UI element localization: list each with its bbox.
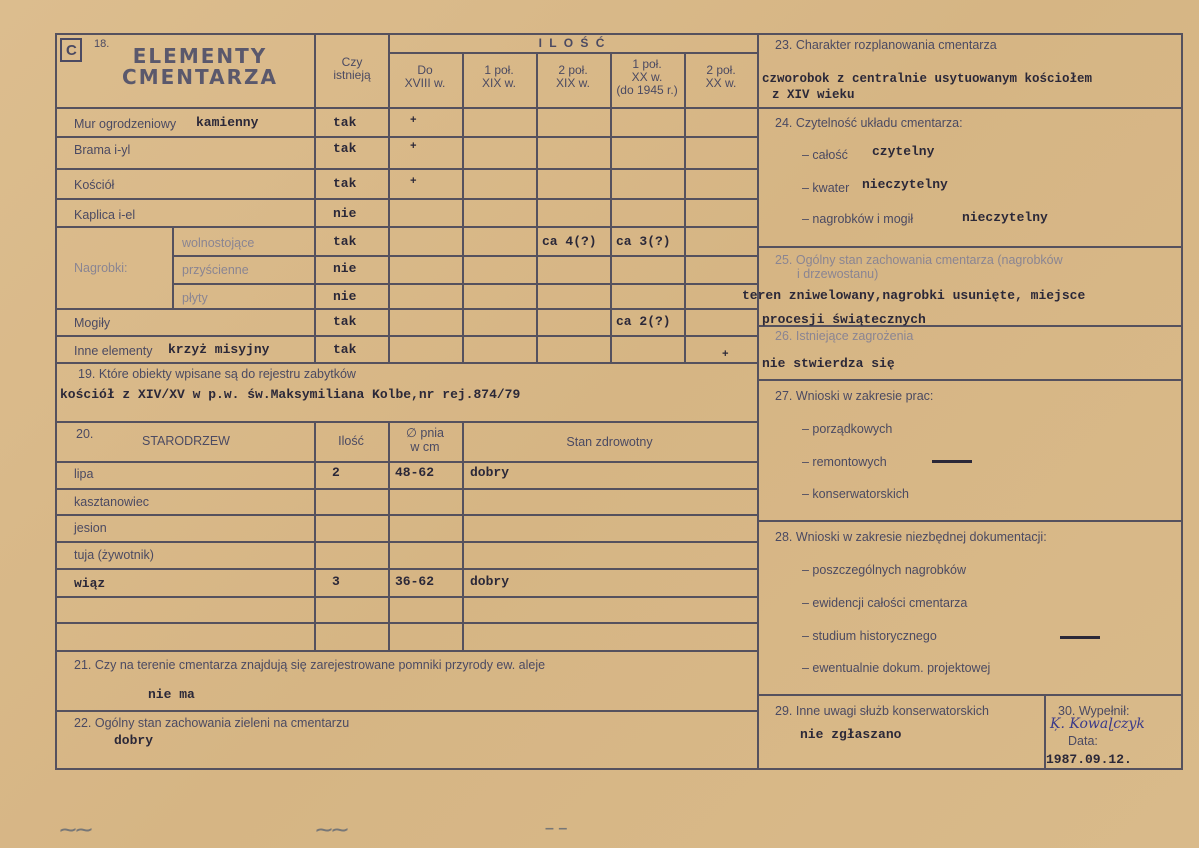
divider	[757, 379, 1183, 381]
tree-name: kasztanowiec	[74, 495, 150, 509]
col-header-period: 1 poł. XX w. (do 1945 r.)	[616, 57, 678, 98]
s20-number: 20.	[76, 427, 94, 441]
divider	[610, 52, 612, 363]
divider	[388, 421, 390, 650]
q26-label: 26. Istniejące zagrożenia	[775, 329, 914, 343]
q23-answer-line1: czworobok z centralnie usytuowanym kościołem	[762, 72, 1093, 86]
divider	[55, 168, 757, 170]
wear-mark: ⁓⁓	[316, 822, 348, 839]
row-exists: tak	[333, 314, 357, 329]
col-header-exists: Czy istnieją	[333, 55, 371, 83]
divider	[55, 308, 757, 310]
section-letter-box	[60, 38, 82, 62]
divider	[757, 520, 1183, 522]
row-exists: nie	[333, 206, 357, 221]
divider	[55, 335, 757, 337]
divider	[172, 255, 757, 257]
divider	[55, 136, 757, 138]
divider	[462, 52, 464, 363]
wear-mark: – –	[545, 820, 568, 837]
section-title-line: CMENTARZA	[122, 65, 278, 89]
q28-item: – studium historycznego	[802, 629, 937, 643]
divider	[757, 33, 759, 770]
q27-item: – remontowych	[802, 455, 887, 469]
row-label: wolnostojące	[182, 236, 255, 250]
q24-label: 24. Czytelność układu cmentarza:	[775, 116, 963, 130]
q26-answer: nie stwierdza się	[762, 356, 895, 371]
row-label: Kościół	[74, 178, 115, 192]
divider	[55, 107, 757, 109]
date-value: 1987.09.12.	[1046, 752, 1132, 767]
divider	[55, 226, 757, 228]
row-period-value: +	[722, 349, 729, 361]
q24-item-label: – całość	[802, 148, 848, 162]
divider	[55, 541, 757, 543]
row-period-value: +	[410, 115, 417, 127]
q27-item: – konserwatorskich	[802, 487, 909, 501]
row-period-value: +	[410, 176, 417, 188]
divider	[55, 568, 757, 570]
row-note: krzyż misyjny	[168, 342, 270, 357]
row-exists: tak	[333, 141, 357, 156]
tree-name: tuja (żywotnik)	[74, 548, 154, 562]
section-title	[100, 46, 300, 88]
q24-item-value: nieczytelny	[962, 210, 1048, 225]
section-letter: C	[66, 42, 77, 59]
divider	[757, 107, 1183, 109]
row-label: przyścienne	[182, 263, 249, 277]
q25-label-line2: i drzewostanu)	[797, 267, 879, 281]
tree-health: dobry	[470, 574, 510, 589]
divider	[314, 421, 316, 650]
q28-item: – poszczególnych nagrobków	[802, 563, 966, 577]
q30-label: 30. Wypełnił:	[1058, 704, 1130, 718]
tree-qty: 2	[332, 465, 340, 480]
q23-answer-line2: z XIV wieku	[772, 88, 855, 102]
q28-item: – ewentualnie dokum. projektowej	[802, 661, 991, 675]
q22-answer: dobry	[114, 733, 154, 748]
divider	[55, 421, 757, 423]
col-header-period: 2 poł. XIX w.	[555, 63, 590, 91]
q21-label: 21. Czy na terenie cmentarza znajdują się zarejestrowane pomniki przyrody ew. aleje	[74, 658, 546, 672]
row-label: Kaplica i-el	[74, 208, 136, 222]
divider	[172, 226, 174, 308]
q28-label: 28. Wnioski w zakresie niezbędnej dokumentacji:	[775, 530, 1047, 544]
divider	[462, 421, 464, 650]
col-header-period: 2 poł. XX w.	[705, 63, 737, 91]
row-period-value: ca 2(?)	[616, 314, 671, 329]
row-exists: tak	[333, 234, 357, 249]
q19-label: 19. Które obiekty wpisane są do rejestru zabytków	[78, 367, 356, 381]
divider	[55, 710, 757, 712]
q23-label: 23. Charakter rozplanowania cmentarza	[775, 38, 997, 52]
col-header-period: Do XVIII w.	[404, 63, 446, 91]
divider	[388, 52, 757, 54]
tree-name: lipa	[74, 467, 94, 481]
q29-answer: nie zgłaszano	[800, 727, 902, 742]
divider	[55, 622, 757, 624]
divider	[55, 514, 757, 516]
s20-col-health: Stan zdrowotny	[566, 435, 653, 449]
q25-label-line1: 25. Ogólny stan zachowania cmentarza (nagrobków	[775, 253, 1063, 267]
row-exists: tak	[333, 342, 357, 357]
q25-answer-line2: procesji świątecznych	[762, 312, 926, 327]
divider	[55, 488, 757, 490]
row-period-value: +	[410, 141, 417, 153]
q27-label: 27. Wnioski w zakresie prac:	[775, 389, 934, 403]
tree-qty: 3	[332, 574, 340, 589]
row-period-value: ca 3(?)	[616, 234, 671, 249]
row-exists: nie	[333, 261, 357, 276]
col-header-ilosc: I L O Ś Ć	[538, 36, 607, 50]
s20-title: STARODRZEW	[142, 434, 230, 448]
row-label: Mur ogrodzeniowy	[74, 117, 177, 131]
q22-label: 22. Ogólny stan zachowania zieleni na cmentarzu	[74, 716, 350, 730]
q25-answer-line1: teren zniwelowany,nagrobki usunięte, miejsce	[742, 288, 1086, 303]
q19-answer: kościół z XIV/XV w p.w. św.Maksymiliana Kolbe,nr rej.874/79	[60, 387, 521, 402]
row-label: Brama i-yl	[74, 143, 131, 157]
row-exists: nie	[333, 289, 357, 304]
q24-item-value: czytelny	[872, 144, 935, 159]
divider	[55, 461, 757, 463]
q27-item: – porządkowych	[802, 422, 893, 436]
q29-label: 29. Inne uwagi służb konserwatorskich	[775, 704, 990, 718]
section-title-line: ELEMENTY	[132, 44, 268, 68]
q28-item: – ewidencji całości cmentarza	[802, 596, 968, 610]
dash-mark	[932, 460, 972, 463]
tree-diam: 36-62	[395, 574, 435, 589]
s20-col-diam: ∅ pnia w cm	[406, 426, 444, 454]
divider	[55, 650, 757, 652]
tree-health: dobry	[470, 465, 510, 480]
divider	[536, 52, 538, 363]
divider	[757, 246, 1183, 248]
tree-name: jesion	[74, 521, 107, 535]
row-exists: tak	[333, 115, 357, 130]
q24-item-label: – nagrobków i mogił	[802, 212, 914, 226]
row-label: płyty	[182, 291, 208, 305]
dash-mark	[1060, 636, 1100, 639]
divider	[55, 596, 757, 598]
s20-col-qty: Ilość	[338, 434, 364, 448]
row-period-value: ca 4(?)	[542, 234, 597, 249]
section-number: 18.	[94, 38, 110, 50]
row-exists: tak	[333, 176, 357, 191]
q21-answer: nie ma	[148, 687, 195, 702]
tree-diam: 48-62	[395, 465, 435, 480]
divider	[55, 362, 757, 364]
row-label: Inne elementy	[74, 344, 153, 358]
divider	[757, 694, 1183, 696]
row-label: Mogiły	[74, 316, 111, 330]
nagrobki-label: Nagrobki:	[74, 261, 128, 275]
col-header-period: 1 poł. XIX w.	[481, 63, 516, 91]
wear-mark: ⁓⁓	[60, 822, 92, 839]
signature: Ķ. Kowaɭczyk	[1050, 716, 1145, 732]
row-note: kamienny	[196, 115, 259, 130]
divider	[684, 52, 686, 363]
date-label: Data:	[1068, 734, 1098, 748]
tree-name: wiąz	[74, 576, 106, 591]
q24-item-value: nieczytelny	[862, 177, 948, 192]
q24-item-label: – kwater	[802, 181, 850, 195]
divider	[172, 283, 757, 285]
divider	[55, 198, 757, 200]
